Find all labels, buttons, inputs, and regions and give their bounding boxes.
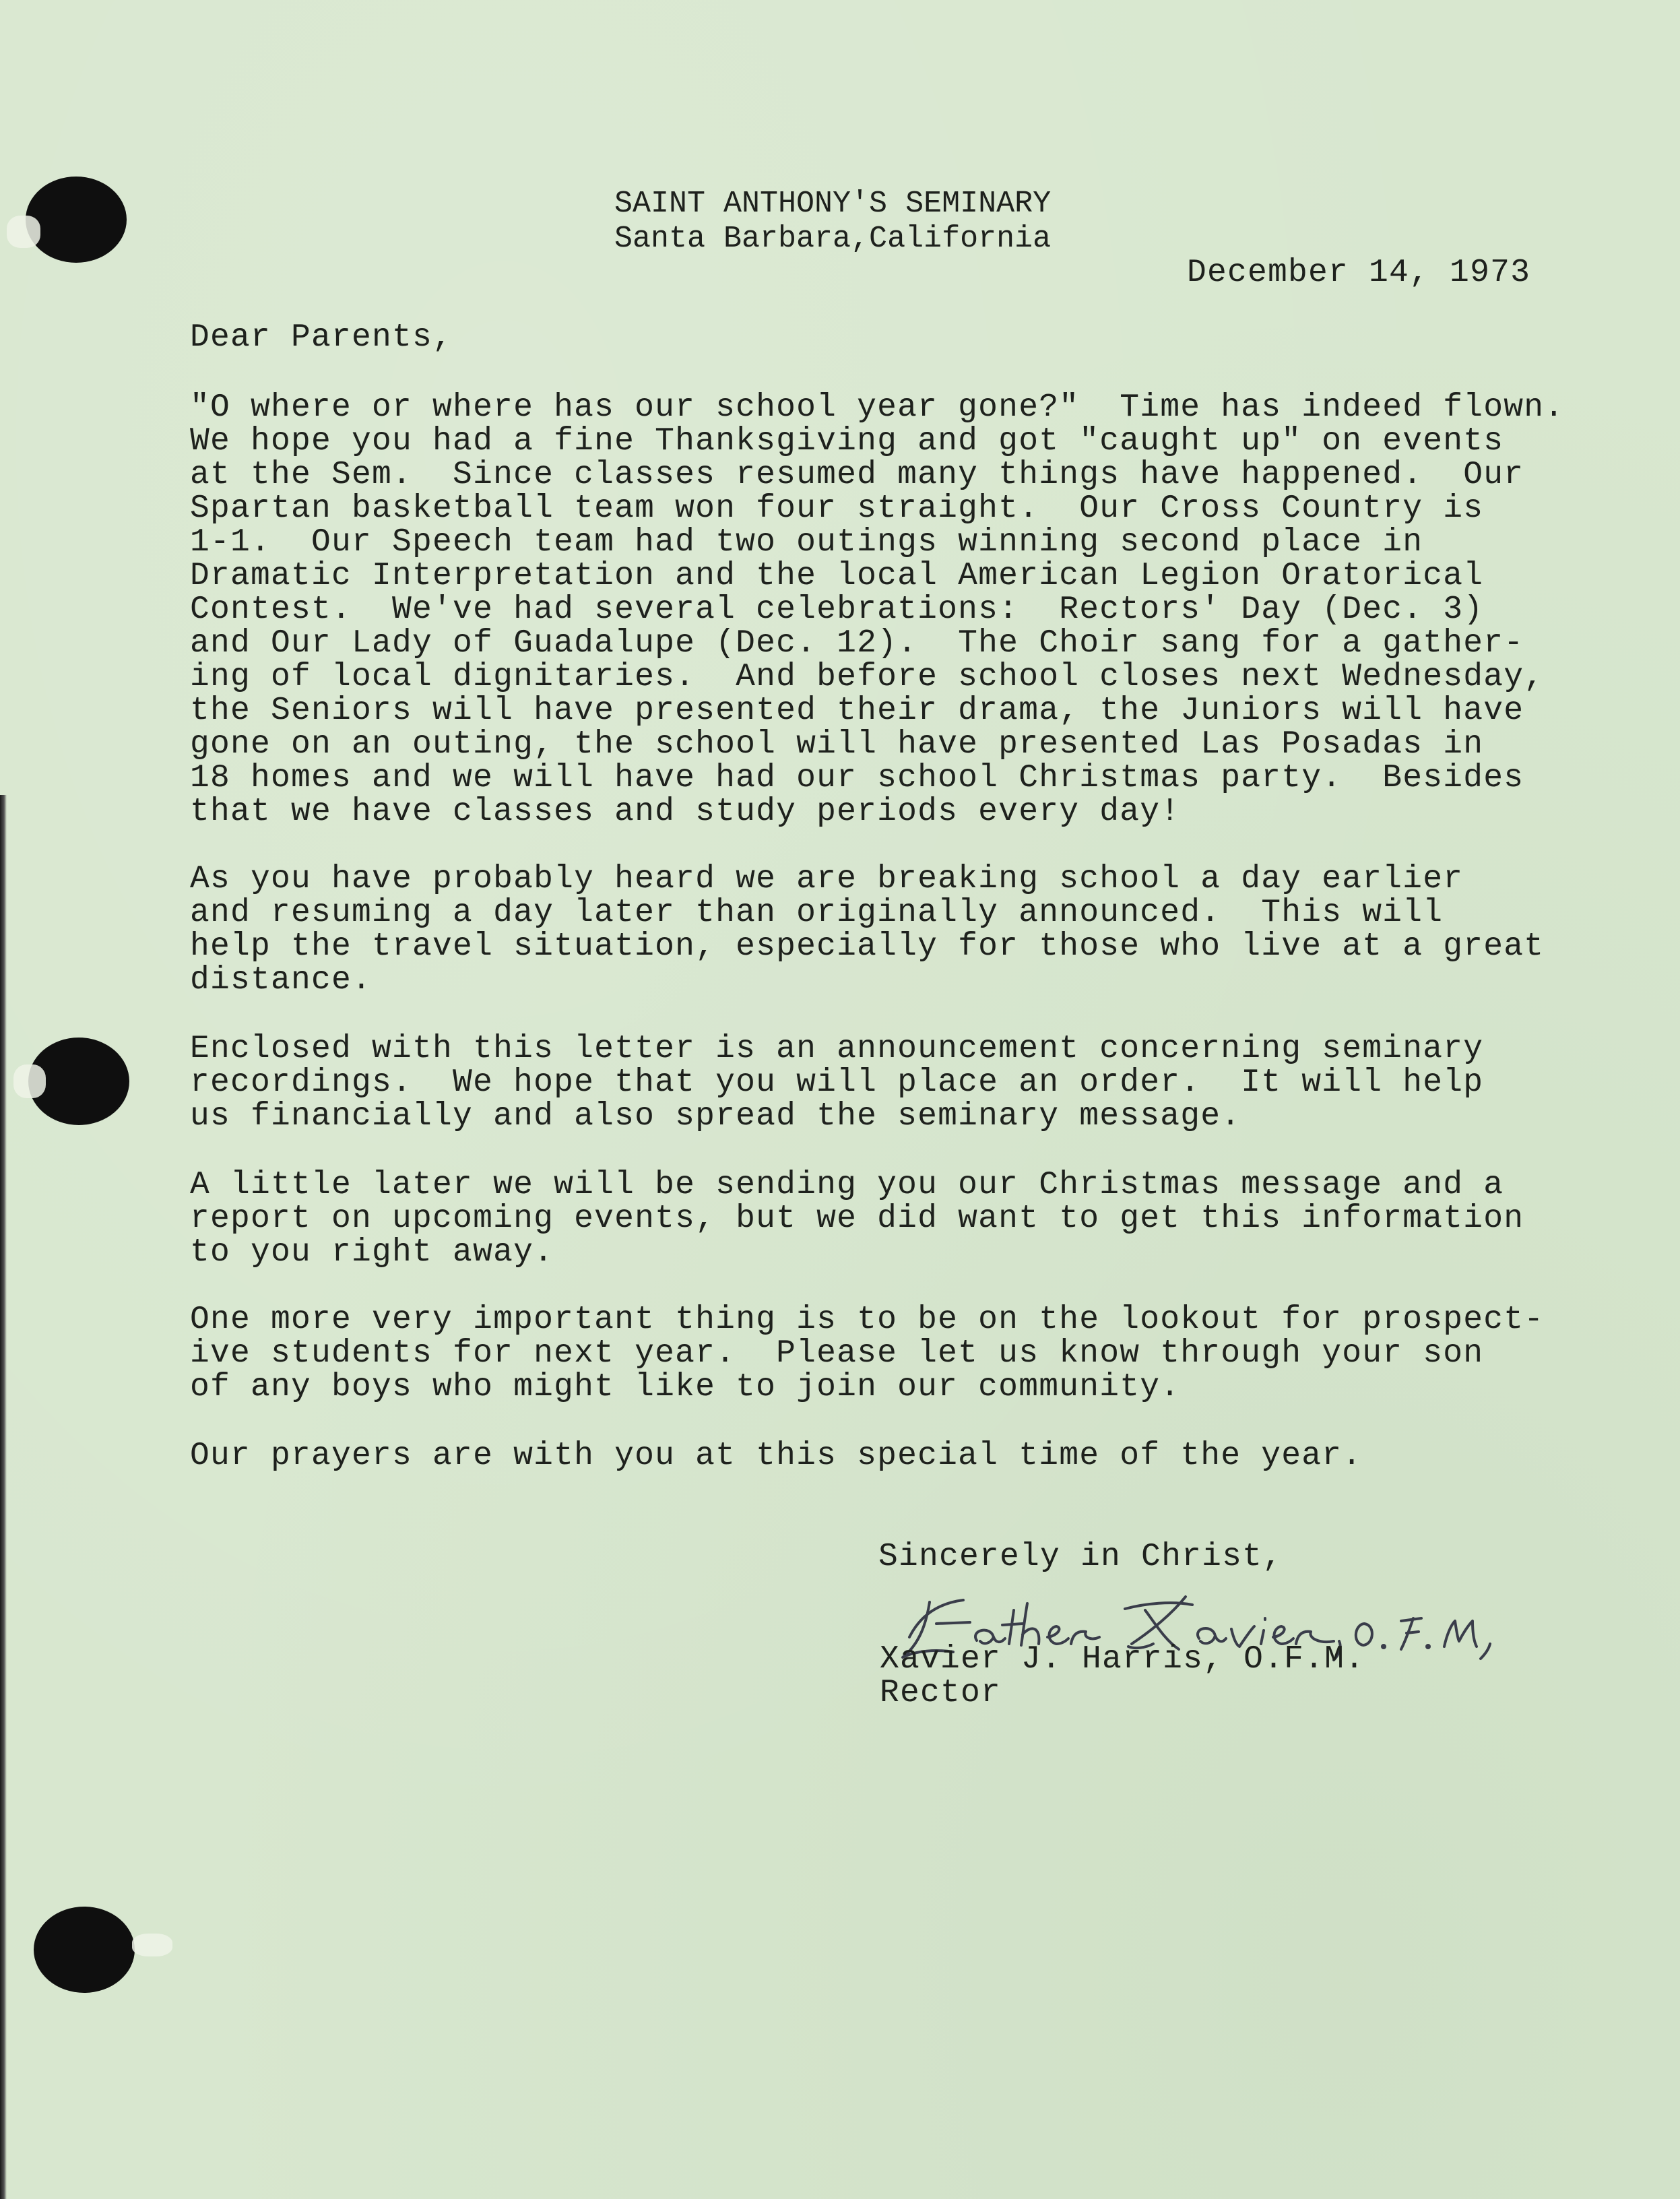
paragraph-6 [190,1439,1578,1473]
paragraph-2 [190,862,1578,997]
paragraph-1 [190,391,1578,829]
paragraph-line: help the travel situation, especially for those who live at a great [190,928,1545,965]
paragraph-line: As you have probably heard we are breaking school a day earlier [190,861,1464,897]
paragraph-line: We hope you had a fine Thanksgiving and got "caught up" on events [190,423,1504,459]
paragraph-line: and Our Lady of Guadalupe (Dec. 12). The Choir sang for a gather- [190,625,1524,662]
paragraph-line: gone on an outing, the school will have presented Las Posadas in [190,726,1484,763]
paragraph-line: Our prayers are with you at this special time of the year. [190,1438,1363,1474]
paragraph-line: and resuming a day later than originally announced. This will [190,895,1444,931]
paragraph-line: Dramatic Interpretation and the local American Legion Oratorical [190,558,1484,594]
paragraph-line: report on upcoming events, but we did want to get this information [190,1201,1524,1237]
paragraph-line: 1-1. Our Speech team had two outings winning second place in [190,524,1423,561]
paragraph-line: 18 homes and we will have had our school Christmas party. Besides [190,760,1524,796]
letter-date: December 14, 1973 [1187,255,1531,291]
paragraph-line: us financially and also spread the seminary message. [190,1098,1241,1135]
paragraph-line: Contest. We've had several celebrations: Rectors' Day (Dec. 3) [190,592,1484,628]
paragraph-line: distance. [190,962,373,998]
paragraph-line: Enclosed with this letter is an announcement concerning seminary [190,1031,1484,1067]
paragraph-4 [190,1168,1578,1269]
page-edge-shadow [0,795,7,2199]
paragraph-line: Spartan basketball team won four straight. Our Cross Country is [190,490,1484,527]
paragraph-line: ing of local dignitaries. And before school closes next Wednesday, [190,659,1545,695]
paragraph-line: ive students for next year. Please let us know through your son [190,1335,1484,1372]
punch-tear-top [7,216,40,248]
signer-title: Rector [880,1675,1002,1711]
letterhead-name: SAINT ANTHONY'S SEMINARY [614,187,1052,221]
paragraph-line: One more very important thing is to be on the lookout for prospect- [190,1302,1545,1338]
salutation: Dear Parents, [190,319,453,356]
punch-hole-top [26,177,127,263]
paragraph-line: that we have classes and study periods every day! [190,794,1181,830]
paragraph-line: the Seniors will have presented their drama, the Juniors will have [190,693,1524,729]
paragraph-5 [190,1303,1578,1404]
punch-tear-middle [13,1064,46,1098]
paragraph-line: to you right away. [190,1234,554,1271]
signer-name: Xavier J. Harris, O.F.M. [880,1641,1365,1678]
punch-tear-bottom [132,1934,172,1956]
punch-hole-bottom [34,1907,135,1993]
paragraph-line: A little later we will be sending you our Christmas message and a [190,1167,1504,1203]
letterhead-location: Santa Barbara,California [614,222,1052,256]
paragraph-3 [190,1032,1578,1133]
paragraph-line: at the Sem. Since classes resumed many things have happened. Our [190,457,1524,493]
paragraph-line: of any boys who might like to join our community. [190,1369,1181,1405]
valediction: Sincerely in Christ, [878,1539,1283,1575]
paragraph-line: recordings. We hope that you will place an order. It will help [190,1064,1484,1101]
paragraph-line: "O where or where has our school year gone?" Time has indeed flown. [190,389,1565,426]
